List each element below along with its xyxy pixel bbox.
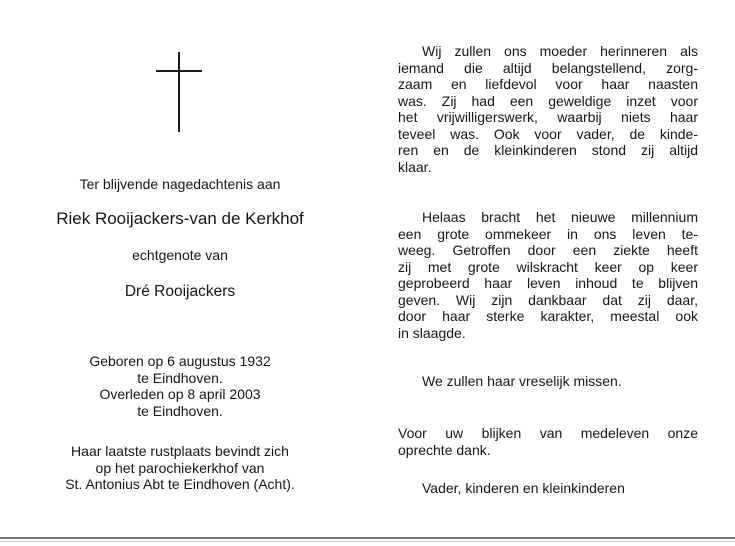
spouse-name: Dré Rooijackers [124,283,236,300]
cross-horizontal-bar [156,70,202,72]
resting-place-block [20,443,340,493]
signature-line [398,480,698,497]
paragraph-line: Helaas bracht het nieuwe millennium [422,209,698,225]
memory-paragraph [398,43,698,175]
death-place-line: te Eindhoven. [137,402,223,419]
illness-paragraph [398,209,698,341]
paragraph-line: het vrijwilligerswerk, waarbij niets haar [398,109,698,125]
paragraph-line: door haar sterke karakter, meestal ook [398,308,698,324]
missing-line [398,373,698,390]
paragraph-line: was. Zij had een geweldige inzet voor [398,92,698,109]
birth-place-line: te Eindhoven. [137,369,223,386]
cross-icon [156,52,202,132]
paragraph-line: Wij zullen ons moeder herinneren als [422,43,698,59]
card-bottom-shadow [0,541,735,542]
resting-place-line: Haar laatste rustplaats bevindt zich [71,443,289,459]
paragraph-line: geprobeerd haar leven inhoud te blijven [398,275,698,291]
death-date-line: Overleden op 8 april 2003 [99,386,261,402]
thanks-paragraph [398,425,698,458]
paragraph-line: een grote ommekeer in ons leven te- [398,225,698,242]
paragraph-line: zaam en liefdevol voor haar naasten [398,76,698,92]
paragraph-line: weeg. Getroffen door een ziekte heeft [398,242,698,258]
cross-vertical-bar [178,52,180,132]
paragraph-line: klaar. [398,158,432,175]
missing-text: We zullen haar vreselijk missen. [422,373,622,389]
spouse-intro: echtgenote van [132,247,228,263]
thanks-line: oprechte dank. [398,441,491,458]
resting-place-line: St. Antonius Abt te Eindhoven (Acht). [65,476,295,492]
deceased-name: Riek Rooijackers-van de Kerkhof [56,209,304,228]
paragraph-line: zij met grote wilskracht keer op keer [398,258,698,275]
thanks-line: Voor uw blijken van medeleven onze [398,425,698,441]
dates-block [20,353,340,419]
signature-text: Vader, kinderen en kleinkinderen [422,480,625,496]
birth-date-line: Geboren op 6 augustus 1932 [89,353,271,369]
resting-place-line: op het parochiekerkhof van [95,459,265,476]
paragraph-line: geven. Wij zijn dankbaar dat zij daar, [398,291,698,308]
paragraph-line: in slaagde. [398,324,466,341]
paragraph-line: teveel was. Ook voor vader, de kinde- [398,125,698,142]
paragraph-line: ren en de kleinkinderen stond zij altijd [398,142,698,158]
paragraph-line: iemand die altijd belangstellend, zorg- [398,59,698,76]
dedication-text: Ter blijvende nagedachtenis aan [79,176,281,192]
card-bottom-edge [0,537,735,539]
